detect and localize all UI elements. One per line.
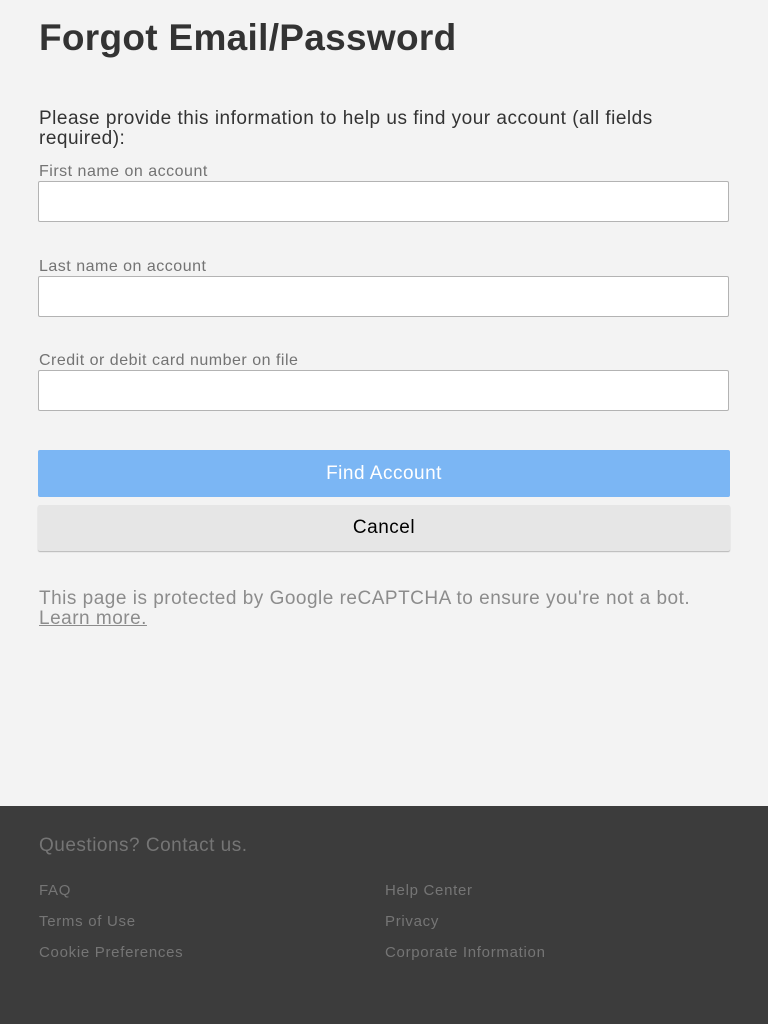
card-number-field[interactable]	[38, 370, 729, 411]
find-account-button[interactable]: Find Account	[38, 450, 730, 497]
footer-link-faq[interactable]: FAQ	[39, 882, 72, 899]
intro-text: Please provide this information to help us find your account (all fields required):	[39, 108, 653, 149]
footer-link-cookie-preferences[interactable]: Cookie Preferences	[39, 944, 184, 961]
card-number-label: Credit or debit card number on file	[39, 352, 299, 369]
contact-us-text[interactable]: Questions? Contact us.	[39, 835, 248, 856]
recaptcha-notice	[39, 589, 729, 629]
footer-link-privacy[interactable]: Privacy	[385, 913, 440, 930]
first-name-label: First name on account	[39, 163, 208, 180]
first-name-field[interactable]	[38, 181, 729, 222]
last-name-field[interactable]	[38, 276, 729, 317]
footer-link-terms-of-use[interactable]: Terms of Use	[39, 913, 136, 930]
last-name-label: Last name on account	[39, 258, 207, 275]
cancel-button[interactable]: Cancel	[38, 505, 730, 551]
page-title: Forgot Email/Password	[39, 17, 457, 58]
footer-link-help-center[interactable]: Help Center	[385, 882, 473, 899]
footer-link-corporate-information[interactable]: Corporate Information	[385, 944, 546, 961]
learn-more-link[interactable]: Learn more.	[39, 608, 147, 629]
recaptcha-text: This page is protected by Google reCAPTCHA to ensure you're not a bot.	[39, 588, 691, 609]
